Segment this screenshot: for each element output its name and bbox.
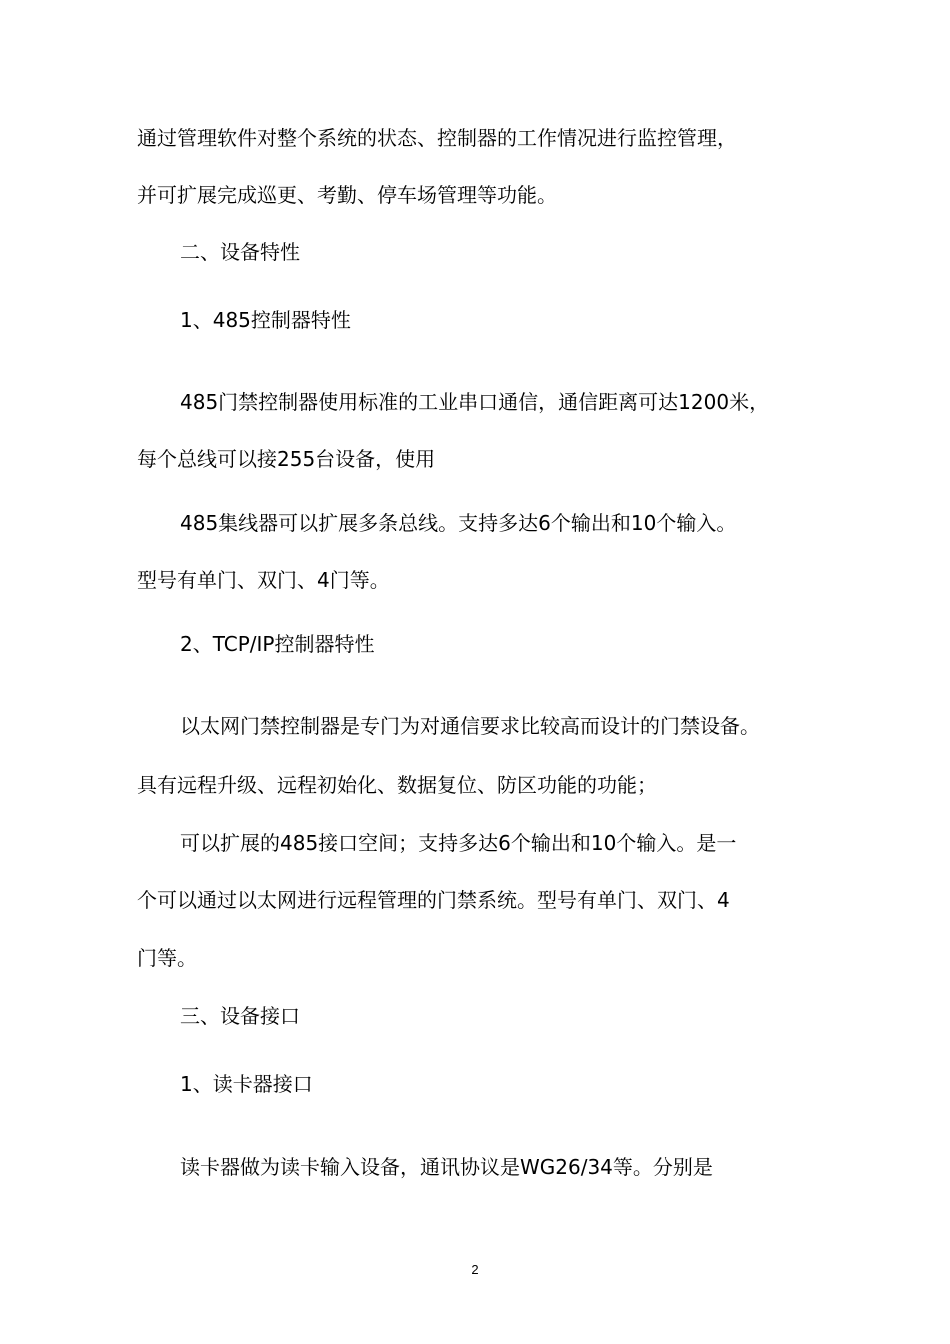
paragraph-line: 具有远程升级、远程初始化、数据复位、防区功能的功能； [137, 773, 657, 797]
paragraph-line: 通过管理软件对整个系统的状态、控制器的工作情况进行监控管理， [137, 126, 737, 150]
subsection-heading: 2、TCP/IP控制器特性 [180, 632, 375, 656]
subsection-heading: 1、读卡器接口 [180, 1072, 313, 1096]
section-heading: 二、设备特性 [180, 240, 300, 264]
paragraph-line: 485集线器可以扩展多条总线。支持多达6个输出和10个输入。 [180, 511, 737, 535]
paragraph-line: 型号有单门、双门、4门等。 [137, 568, 390, 592]
paragraph-line: 读卡器做为读卡输入设备，通讯协议是WG26/34等。分别是 [180, 1155, 713, 1179]
paragraph-line: 门等。 [137, 946, 197, 970]
page-number: 2 [471, 1262, 479, 1277]
paragraph-line: 每个总线可以接255台设备，使用 [137, 447, 436, 471]
section-heading: 三、设备接口 [180, 1004, 300, 1028]
paragraph-line: 以太网门禁控制器是专门为对通信要求比较高而设计的门禁设备。 [180, 714, 760, 738]
paragraph-line: 可以扩展的485接口空间；支持多达6个输出和10个输入。是一 [180, 831, 737, 855]
paragraph-line: 485门禁控制器使用标准的工业串口通信，通信距离可达1200米， [180, 390, 770, 414]
subsection-heading: 1、485控制器特性 [180, 308, 351, 332]
paragraph-line: 个可以通过以太网进行远程管理的门禁系统。型号有单门、双门、4 [137, 888, 730, 912]
paragraph-line: 并可扩展完成巡更、考勤、停车场管理等功能。 [137, 183, 557, 207]
